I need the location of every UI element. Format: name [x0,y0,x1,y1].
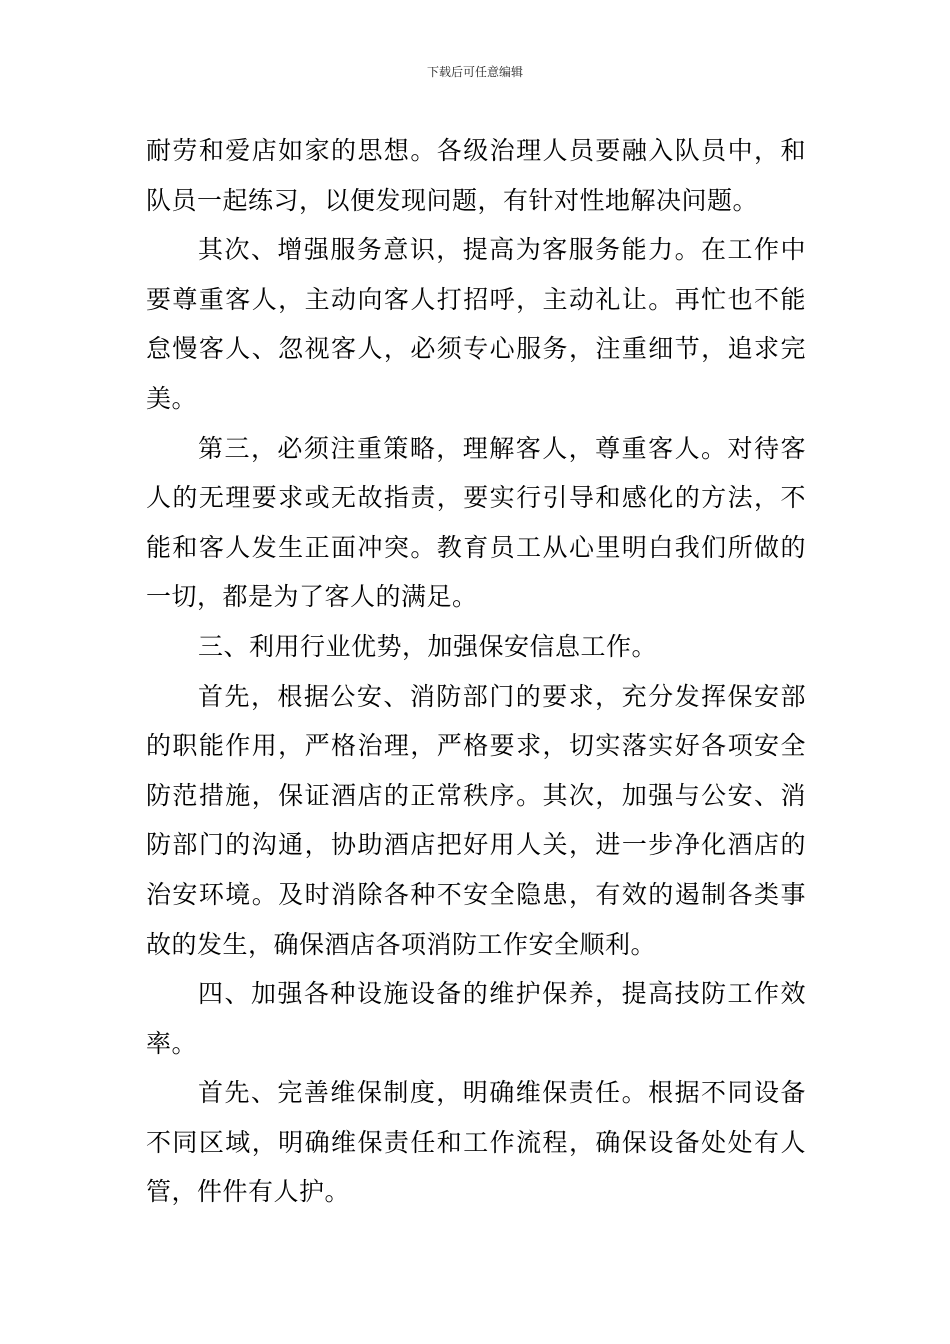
page-header: 下载后可任意编辑 [426,65,523,79]
paragraph-3: 第三，必须注重策略，理解客人，尊重客人。对待客人的无理要求或无故指责，要实行引导和感化的方法，不能和客人发生正面冲突。教育员工从心里明白我们所做的一切，都是为了客人的满足。 [146,433,806,612]
section-heading-3: 三、利用行业优势，加强保安信息工作。 [198,631,658,661]
paragraph-7: 首先、完善维保制度，明确维保责任。根据不同设备不同区域，明确维保责任和工作流程，确保设备处处有人管，件件有人护。 [146,1078,806,1207]
paragraph-2: 其次、增强服务意识，提高为客服务能力。在工作中要尊重客人，主动向客人打招呼，主动礼让。再忙也不能怠慢客人、忽视客人，必须专心服务，注重细节，追求完美。 [146,235,806,413]
section-heading-4: 四、加强各种设施设备的维护保养，提高技防工作效率。 [146,979,806,1058]
paragraph-5: 首先，根据公安、消防部门的要求，充分发挥保安部的职能作用，严格治理，严格要求，切实落实好各项安全防范措施，保证酒店的正常秩序。其次，加强与公安、消防部门的沟通，协助酒店把好用人关，进一步净化酒店的治安环境。及时消除各种不安全隐患，有效的遏制各类事故的发生，确保酒店各项消防工作安全顺利。 [146,681,806,959]
document-body [146,126,806,1217]
paragraph-1: 耐劳和爱店如家的思想。各级治理人员要融入队员中，和队员一起练习，以便发现问题，有针对性地解决问题。 [146,136,806,215]
